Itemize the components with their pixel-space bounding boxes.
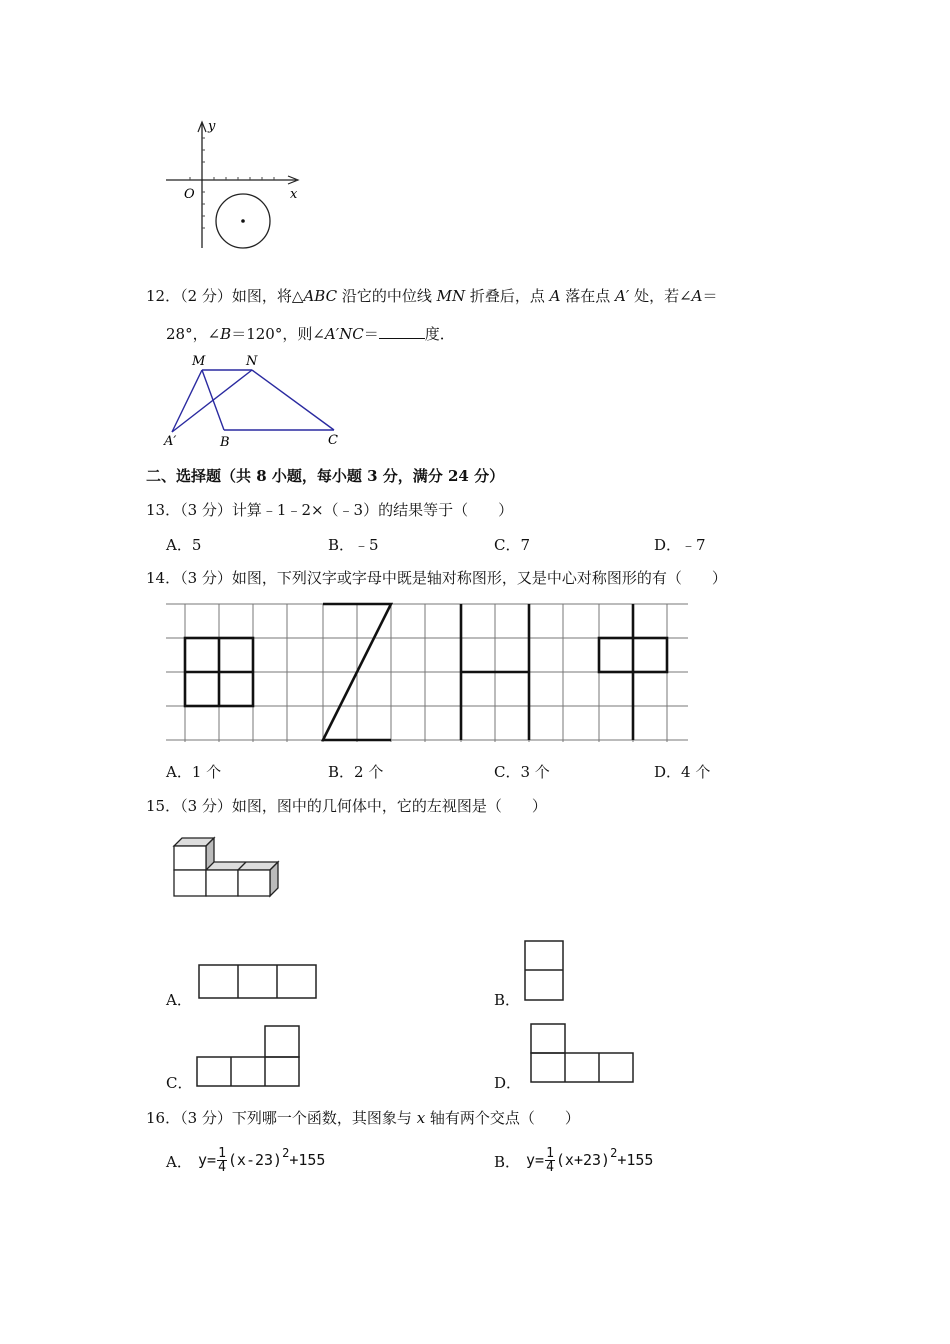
formula-a-fraction xyxy=(217,1147,227,1174)
formula-b-tail: +155 xyxy=(617,1151,654,1169)
q12-line2-b: ＝120°，则∠ xyxy=(231,325,325,343)
q13-option-c: C．7 xyxy=(494,536,531,554)
q16-text-b: 轴有两个交点（ ） xyxy=(425,1109,580,1127)
q15-option-c-label: C． xyxy=(166,1074,193,1092)
q12-a2: A xyxy=(691,287,703,305)
origin-label: O xyxy=(184,187,195,202)
formula-a-den: 4 xyxy=(218,1160,226,1175)
q16-option-a-formula xyxy=(198,1146,325,1174)
q16-x: x xyxy=(416,1109,426,1127)
section-heading: 二、选择题（共 8 小题，每小题 3 分，满分 24 分） xyxy=(146,467,505,485)
formula-b-prefix: y= xyxy=(526,1151,545,1169)
q15-stem: 15．（3 分）如图，图中的几何体中，它的左视图是（ ） xyxy=(146,797,547,815)
triangle-fold-figure xyxy=(162,352,352,452)
solid-figure xyxy=(172,834,284,900)
formula-a-prefix: y= xyxy=(198,1151,217,1169)
q16-score: （3 分） xyxy=(180,1109,232,1127)
formula-b-num: 1 xyxy=(546,1146,554,1161)
q16-option-b-formula xyxy=(526,1146,653,1174)
q16-option-a-label: A． xyxy=(166,1153,192,1171)
q12-a-prime2: A′ xyxy=(324,325,340,343)
q12-score: （2 分） xyxy=(180,287,232,305)
q12-text-c: 折叠后，点 xyxy=(465,287,550,305)
q14-stem: 14．（3 分）如图，下列汉字或字母中既是轴对称图形，又是中心对称图形的有（ ） xyxy=(146,569,727,587)
q13-option-a: A．5 xyxy=(166,536,202,554)
q15-option-c-figure xyxy=(196,1024,302,1088)
label-M: M xyxy=(192,354,206,369)
q12-a: A xyxy=(549,287,561,305)
y-axis-label: y xyxy=(208,119,216,134)
q13-option-d: D．﹣7 xyxy=(654,536,706,554)
q16-stem xyxy=(146,1108,580,1128)
q15-option-d-label: D． xyxy=(494,1074,522,1092)
label-A-prime: A′ xyxy=(164,434,177,449)
q13-stem: 13．（3 分）计算﹣1﹣2×（﹣3）的结果等于（ ） xyxy=(146,501,514,519)
q12-b: B xyxy=(220,325,232,343)
q12-text-d: 落在点 xyxy=(560,287,616,305)
coordinate-circle-figure xyxy=(160,118,310,258)
q12-text-f: ＝ xyxy=(702,287,718,305)
grid-figure xyxy=(166,602,690,744)
formula-b-fraction xyxy=(545,1147,555,1174)
q12-abc: ABC xyxy=(303,287,338,305)
x-axis-label: x xyxy=(290,187,298,202)
q12-text-e: 处，若∠ xyxy=(629,287,692,305)
label-B: B xyxy=(220,435,230,450)
q16-number: 16． xyxy=(146,1109,181,1127)
formula-a-num: 1 xyxy=(218,1146,226,1161)
q14-option-b: B．2 个 xyxy=(328,763,384,781)
q15-option-b-label: B． xyxy=(494,991,521,1009)
q15-option-d-figure xyxy=(530,1022,636,1084)
q12-line2-c: ＝ xyxy=(363,325,379,343)
formula-a-tail: +155 xyxy=(289,1151,326,1169)
q16-text-a: 下列哪一个函数，其图象与 xyxy=(231,1109,417,1127)
q12-a-prime: A′ xyxy=(615,287,630,305)
q12-nc: NC xyxy=(339,325,364,343)
q12-number: 12． xyxy=(146,287,181,305)
q14-option-d: D．4 个 xyxy=(654,763,711,781)
circle-center-dot xyxy=(241,219,245,223)
formula-b-body: (x+23) xyxy=(555,1151,611,1169)
q14-option-c: C．3 个 xyxy=(494,763,550,781)
q12-text-b: 沿它的中位线 xyxy=(337,287,437,305)
q12-text-a: 如图，将△ xyxy=(231,287,304,305)
label-C: C xyxy=(328,433,338,448)
q12-mn: MN xyxy=(436,287,466,305)
q12-line2 xyxy=(166,324,455,344)
label-N: N xyxy=(246,354,258,369)
q15-option-a-figure xyxy=(198,964,318,1000)
q12-line2-d: 度． xyxy=(424,325,455,343)
formula-b-den: 4 xyxy=(546,1160,554,1175)
answer-blank xyxy=(379,324,425,339)
q13-option-b: B．﹣5 xyxy=(328,536,379,554)
formula-a-body: (x-23) xyxy=(227,1151,283,1169)
q14-option-a: A．1 个 xyxy=(166,763,222,781)
q12-line1 xyxy=(146,286,718,306)
formula-a-exp: 2 xyxy=(282,1146,290,1160)
q15-option-b-figure xyxy=(524,940,566,1002)
q16-option-b-label: B． xyxy=(494,1153,521,1171)
q15-option-a-label: A． xyxy=(166,991,192,1009)
q12-line2-a: 28°，∠ xyxy=(166,325,221,343)
formula-b-exp: 2 xyxy=(610,1146,618,1160)
